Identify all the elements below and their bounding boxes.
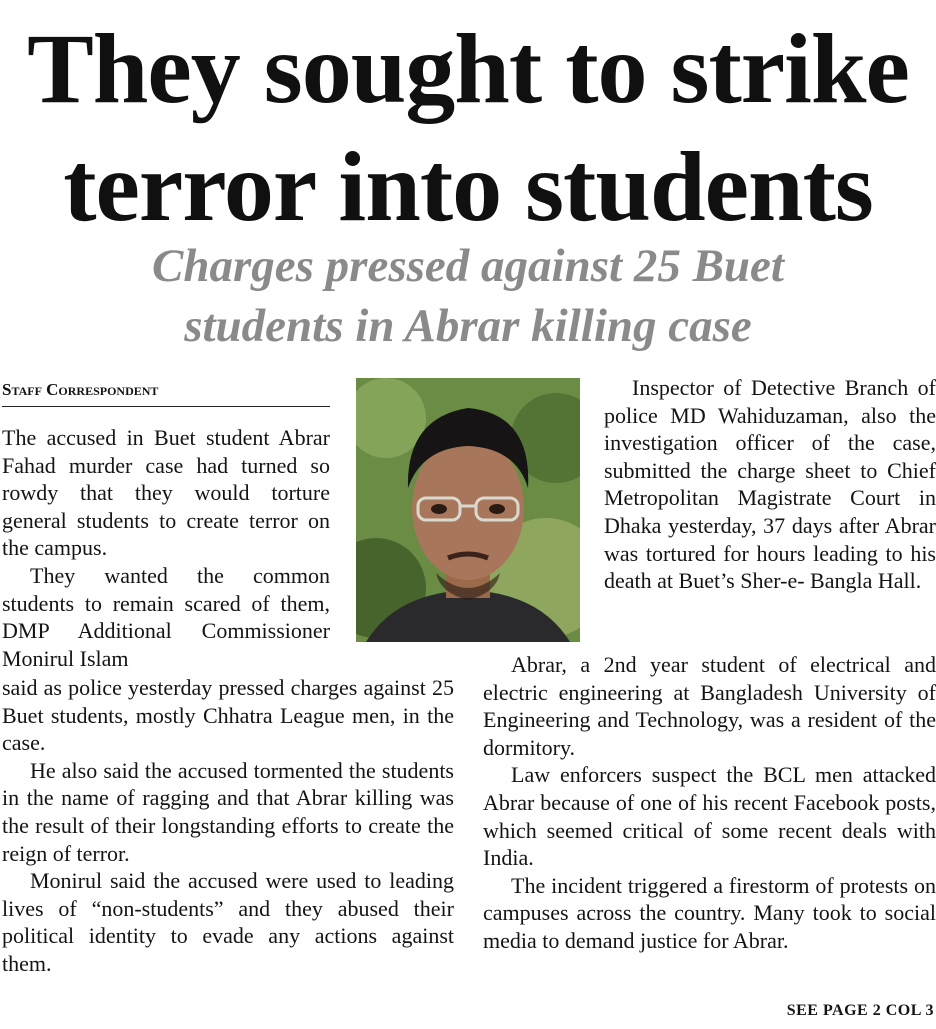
paragraph-7: Law enforcers suspect the BCL men attacked Abrar because of one of his recent Facebook posts, which seemed critical of some recent deals with India.	[483, 762, 936, 871]
subhead-line-2: students in Abrar killing case	[184, 300, 752, 352]
article-column-1-lower	[2, 674, 454, 978]
paragraph-2a: They wanted the common students to remain scared of them, DMP Additional Commissioner Monirul Islam	[2, 562, 330, 671]
headline	[0, 10, 936, 246]
byline: Staff Correspondent	[2, 378, 330, 407]
paragraph-3: He also said the accused tormented the students in the name of ragging and that Abrar killing was the result of their longstanding efforts to create the reign of terror.	[2, 757, 454, 866]
headline-line-1: They sought to strike	[27, 13, 909, 124]
article-column-2-lower	[483, 651, 936, 955]
subhead	[0, 236, 936, 356]
jump-line: SEE PAGE 2 COL 3	[786, 1002, 934, 1019]
article-column-1	[2, 424, 330, 672]
paragraph-1: The accused in Buet student Abrar Fahad murder case had turned so rowdy that they would torture general students to create terror on the campus.	[2, 425, 330, 561]
paragraph-5: Inspector of Detective Branch of police MD Wahiduzaman, also the investigation officer of the case, submitted the charge sheet to Chief Metropolitan Magistrate Court in Dhaka yesterday, 37 days after Abrar was tortured for hours leading to his death at Buet’s Sher-e- Bangla Hall.	[604, 375, 936, 594]
paragraph-8: The incident triggered a firestorm of protests on campuses across the country. Many took to social media to demand justice for Abrar.	[483, 872, 936, 953]
subhead-line-1: Charges pressed against 25 Buet	[152, 240, 784, 292]
portrait-photo	[356, 378, 580, 642]
paragraph-4: Monirul said the accused were used to leading lives of “non-students” and they abused their political identity to evade any actions against them.	[2, 868, 454, 976]
paragraph-2b: said as police yesterday pressed charges against 25 Buet students, mostly Chhatra League men, in the case.	[2, 675, 454, 756]
headline-line-2: terror into students	[63, 131, 873, 242]
paragraph-6: Abrar, a 2nd year student of electrical and electric engineering at Bangladesh University of Engineering and Technology, was a resident of the dormitory.	[483, 652, 936, 760]
article-column-2	[604, 374, 936, 595]
